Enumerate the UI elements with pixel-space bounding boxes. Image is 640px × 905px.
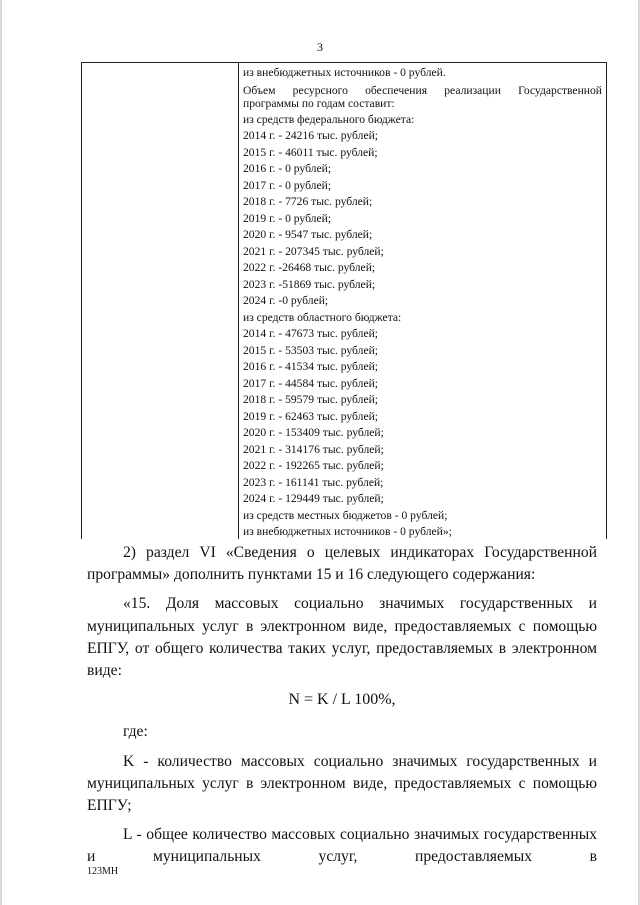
table-line: 2015 г. - 53503 тыс. рублей; bbox=[243, 343, 379, 357]
table-line: Объем ресурсного обеспечения реализации Государственной программы по годам составит: bbox=[243, 83, 602, 110]
formula-where-label: где: bbox=[123, 723, 148, 741]
paragraph-k-definition: K - количество массовых социально значимых государственных и муниципальных услуг в электронном виде, предоставляемых с помощью ЕПГУ; bbox=[87, 752, 597, 815]
table-line: 2016 г. - 0 рублей; bbox=[243, 162, 332, 175]
table-line: 2024 г. - 129449 тыс. рублей; bbox=[243, 492, 384, 505]
table-line: из средств федерального бюджета: bbox=[243, 112, 415, 126]
table-line: 2017 г. - 0 рублей; bbox=[243, 178, 332, 192]
footer-code: 123МН bbox=[87, 866, 119, 877]
table-line: 2015 г. - 46011 тыс. рублей; bbox=[243, 145, 378, 159]
paragraph-section-vi: 2) раздел VI «Сведения о целевых индикаторах Государственной программы» дополнить пунктами 15 и 16 следующего содержания: bbox=[87, 544, 597, 584]
resource-table bbox=[81, 62, 607, 539]
table-line: 2018 г. - 59579 тыс. рублей; bbox=[243, 393, 379, 406]
table-line: 2019 г. - 0 рублей; bbox=[243, 211, 332, 225]
table-line: 2022 г. - 192265 тыс. рублей; bbox=[243, 459, 384, 472]
table-line: из средств областного бюджета: bbox=[243, 310, 402, 324]
table-line: 2023 г. - 161141 тыс. рублей; bbox=[243, 475, 384, 489]
table-line: 2014 г. - 24216 тыс. рублей; bbox=[243, 129, 379, 142]
table-line: 2023 г. -51869 тыс. рублей; bbox=[243, 277, 376, 291]
formula: N = K / L 100%, bbox=[288, 691, 396, 709]
page-number: 3 bbox=[317, 40, 323, 54]
table-line: 2017 г. - 44584 тыс. рублей; bbox=[243, 376, 379, 390]
table-line: 2019 г. - 62463 тыс. рублей; bbox=[243, 409, 379, 423]
document-body bbox=[87, 542, 597, 876]
page-edge-left bbox=[0, 0, 2, 905]
table-line: из внебюджетных источников - 0 рублей»; bbox=[243, 525, 452, 538]
table-line: 2018 г. - 7726 тыс. рублей; bbox=[243, 195, 373, 208]
table-line: 2024 г. -0 рублей; bbox=[243, 294, 329, 307]
table-line: 2016 г. - 41534 тыс. рублей; bbox=[243, 360, 379, 373]
table-line: 2022 г. -26468 тыс. рублей; bbox=[243, 261, 376, 274]
paragraph-l-definition: L - общее количество массовых социально значимых государственных и муниципальных услуг, предоставляемых в bbox=[87, 826, 597, 866]
table-line: 2020 г. - 9547 тыс. рублей; bbox=[243, 228, 373, 241]
table-line: 2021 г. - 314176 тыс. рублей; bbox=[243, 442, 384, 456]
table-line: из средств местных бюджетов - 0 рублей; bbox=[243, 508, 448, 522]
table-line: 2014 г. - 47673 тыс. рублей; bbox=[243, 327, 379, 340]
table-line: 2020 г. - 153409 тыс. рублей; bbox=[243, 426, 384, 439]
table-left-cell bbox=[82, 63, 239, 539]
paragraph-item-15: «15. Доля массовых социально значимых государственных и муниципальных услуг в электронном виде, предоставляемых с помощью ЕПГУ, от общего количества таких услуг, предоставляемых в электронном виде: bbox=[87, 595, 597, 680]
table-right-cell bbox=[239, 63, 606, 541]
table-line: из внебюджетных источников - 0 рублей. bbox=[243, 66, 446, 79]
table-line: 2021 г. - 207345 тыс. рублей; bbox=[243, 244, 384, 258]
